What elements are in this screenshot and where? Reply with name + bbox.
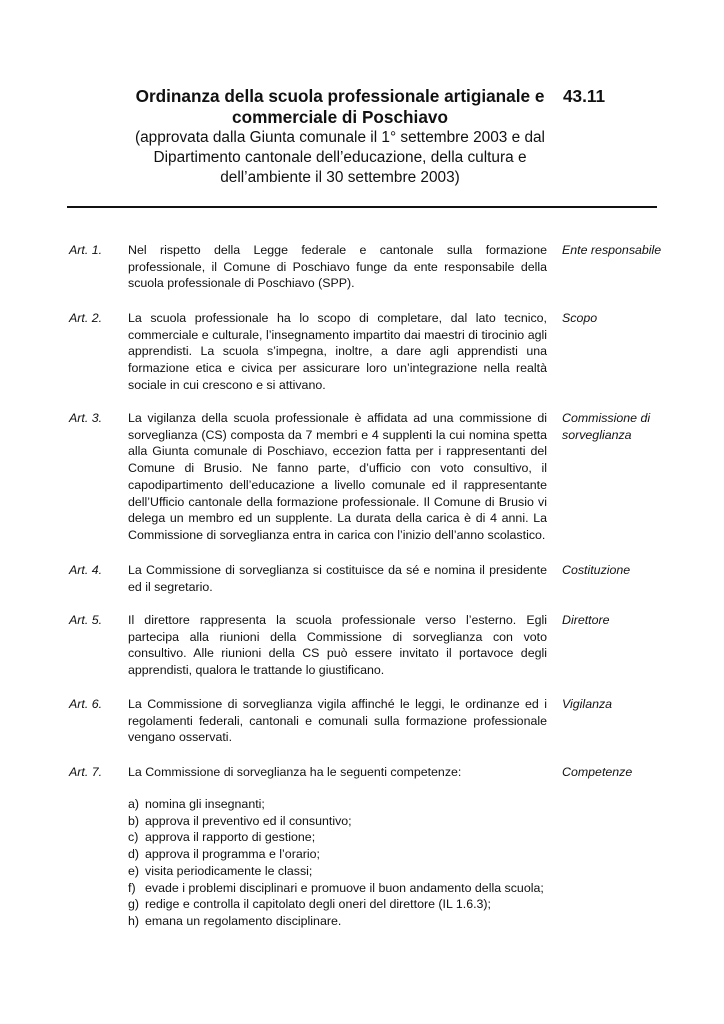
list-item [128, 829, 568, 846]
article-number: Art. 2. [69, 311, 103, 325]
document-header [120, 86, 560, 188]
list-item-text: nomina gli insegnanti; [145, 797, 265, 811]
list-item-text: approva il rapporto di gestione; [145, 830, 316, 845]
list-item [128, 796, 568, 813]
article-text: Nel rispetto della Legge federale e cantonale sulla formazione professionale, il Comune di Poschiavo funge da ente responsabile della scuola professionale di Poschiavo (SPP). [128, 243, 547, 291]
list-item-letter: a) [128, 797, 140, 811]
competences-list [128, 796, 568, 930]
list-item-letter: h) [128, 913, 140, 928]
list-item [128, 813, 568, 830]
list-item-text: redige e controlla il capitolato degli oneri del direttore (IL 1.6.3); [145, 897, 491, 912]
approval-note-line-1: (approvata dalla Giunta comunale il 1° settembre 2003 e dal [135, 129, 545, 146]
margin-title: Vigilanza [562, 697, 613, 711]
article-text: La vigilanza della scuola professionale è affidata ad una commissione di sorveglianza (CS) composta da 7 membri e 4 supplenti la cui nomina spetta alla Giunta comunale di Poschiavo, eccezion fatta per i rappresentanti del Comune di Brusio. Ne fanno parte, d’ufficio con voto consultivo, il capodipartimento dell’educazione a livello comunale ed il rappresentante dell’Ufficio cantonale della formazione professionale. Il Comune di Brusio vi delega un membro ed un supplente. La durata della carica è di 4 anni. La Commissione di sorveglianza entra in carica con l’inizio dell’anno scolastico. [128, 411, 547, 542]
list-item-letter: g) [128, 897, 140, 912]
list-item-letter: e) [128, 863, 140, 878]
article-number: Art. 3. [69, 411, 103, 425]
margin-title: Costituzione [562, 563, 631, 577]
margin-title: Scopo [562, 311, 598, 325]
document-title-line-1: Ordinanza della scuola professionale artigianale e [135, 86, 545, 106]
list-item [128, 880, 568, 897]
list-item-letter: b) [128, 813, 140, 828]
list-item-text: approva il preventivo ed il consuntivo; [145, 813, 352, 828]
list-item-text: visita periodicamente le classi; [145, 863, 313, 878]
list-item-letter: c) [128, 830, 139, 845]
list-item [128, 863, 568, 880]
list-item-letter: d) [128, 847, 140, 862]
header-divider [67, 206, 657, 208]
list-item [128, 896, 568, 913]
list-item-text: emana un regolamento disciplinare. [145, 913, 342, 928]
article-text: La Commissione di sorveglianza vigila affinché le leggi, le ordinanze ed i regolamenti federali, cantonali e comunali sulla formazione professionale vengano osservati. [128, 697, 547, 745]
article-text: La Commissione di sorveglianza si costituisce da sé e nomina il presidente ed il segretario. [128, 563, 547, 594]
margin-title: Competenze [562, 765, 633, 779]
margin-title: Direttore [562, 613, 610, 627]
list-item-text: approva il programma e l’orario; [145, 847, 320, 862]
document-title-line-2: commerciale di Poschiavo [232, 107, 448, 127]
article-number: Art. 7. [69, 765, 103, 779]
margin-title: Ente responsabile [562, 243, 662, 257]
list-item-letter: f) [128, 880, 136, 895]
article-text: La Commissione di sorveglianza ha le seguenti competenze: [128, 765, 462, 779]
article-number: Art. 5. [69, 613, 103, 627]
article-number: Art. 6. [69, 697, 103, 711]
document-code: 43.11 [563, 86, 606, 106]
list-item [128, 846, 568, 863]
article-text: Il direttore rappresenta la scuola professionale verso l’esterno. Egli partecipa alla riunioni della Commissione di sorveglianza con voto consultivo. Alle riunioni della CS può essere invitato il portavoce degli apprendisti, qualora le trattande lo giustificano. [128, 613, 547, 678]
article-number: Art. 4. [69, 563, 103, 577]
list-item-text: evade i problemi disciplinari e promuove il buon andamento della scuola; [145, 880, 544, 895]
approval-note-line-3: dell’ambiente il 30 settembre 2003) [220, 169, 460, 186]
approval-note-line-2: Dipartimento cantonale dell’educazione, della cultura e [153, 149, 527, 166]
list-item [128, 913, 568, 930]
margin-title: Commissione di sorveglianza [562, 411, 651, 442]
article-number: Art. 1. [69, 243, 103, 257]
article-text: La scuola professionale ha lo scopo di completare, dal lato tecnico, commerciale e culturale, l’insegnamento impartito dai maestri di tirocinio agli apprendisti. La scuola s’impegna, inoltre, a dare agli apprendisti una formazione etica e civica per assicurare loro un’integrazione nella realtà sociale in cui crescono e si attivano. [128, 311, 547, 392]
